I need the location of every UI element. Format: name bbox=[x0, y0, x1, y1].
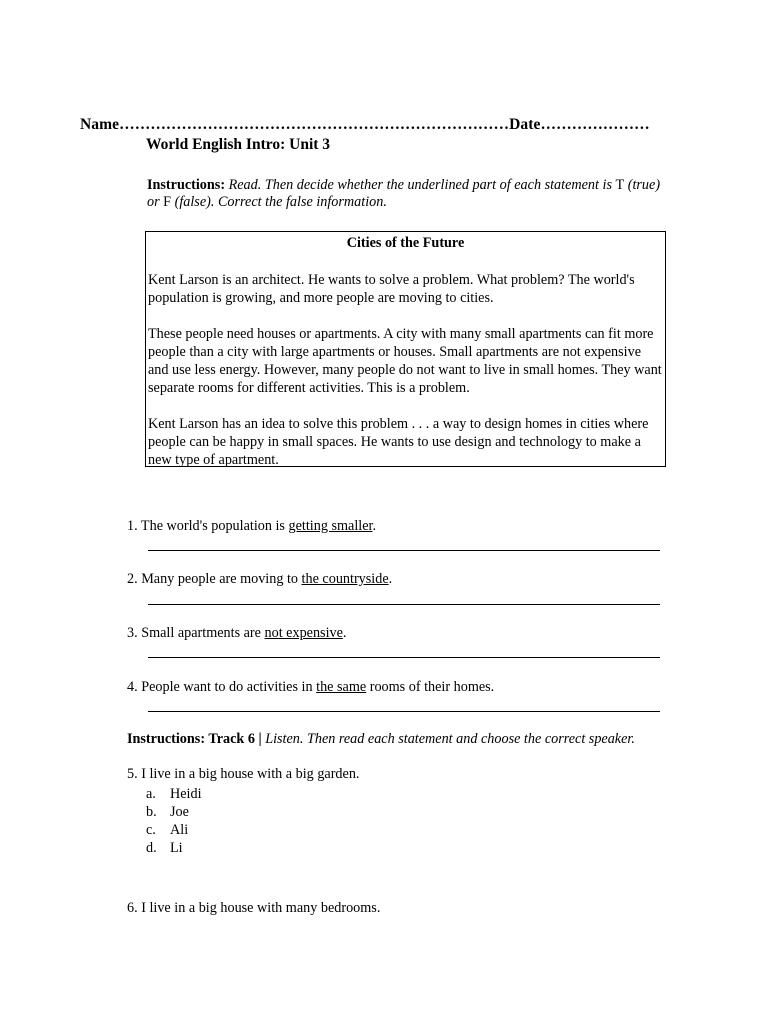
question-suffix: rooms of their homes. bbox=[366, 679, 495, 695]
name-date-line: Name…………………………………………………………………Date………………… bbox=[80, 116, 650, 133]
question-underlined: the countryside bbox=[301, 571, 389, 587]
question-2 bbox=[127, 571, 392, 588]
question-4 bbox=[127, 679, 494, 696]
option-label: Heidi bbox=[170, 786, 202, 802]
instructions-text-a: Read. Then decide whether the underlined part of each statement is bbox=[225, 177, 616, 193]
option-letter: b. bbox=[146, 804, 157, 820]
reading-paragraph: Kent Larson has an idea to solve this problem . . . a way to design homes in cities where people can be happy in small spaces. He wants to use design and technology to make a new type of apartment. bbox=[148, 416, 649, 468]
instructions-reading bbox=[147, 177, 667, 211]
instructions-text-b: (true) or bbox=[147, 177, 661, 210]
question-6: 6. I live in a big house with many bedrooms. bbox=[127, 900, 381, 916]
instructions-text-c: (false). Correct the false information. bbox=[171, 194, 387, 210]
question-suffix: . bbox=[372, 518, 376, 534]
option-label: Li bbox=[170, 840, 183, 856]
instructions-t: T bbox=[615, 177, 625, 193]
answer-line-1[interactable] bbox=[148, 550, 660, 551]
question-suffix: . bbox=[388, 571, 393, 587]
question-underlined: not expensive bbox=[264, 625, 343, 641]
option-letter: a. bbox=[146, 786, 156, 802]
question-text: 3. Small apartments are bbox=[127, 625, 265, 641]
reading-passage-box bbox=[145, 231, 666, 467]
question-text: 1. The world's population is bbox=[127, 518, 289, 534]
instructions-label: Instructions: bbox=[147, 177, 226, 193]
option-label: Ali bbox=[170, 822, 189, 838]
question-5-options bbox=[146, 785, 202, 857]
question-5: 5. I live in a big house with a big garden. bbox=[127, 766, 360, 782]
answer-line-2[interactable] bbox=[148, 604, 660, 605]
instructions-track-label: Instructions: Track 6 | bbox=[127, 731, 262, 747]
option-c[interactable] bbox=[146, 821, 202, 839]
option-d[interactable] bbox=[146, 839, 202, 857]
instructions-f: F bbox=[163, 194, 172, 210]
question-suffix: . bbox=[342, 625, 347, 641]
option-letter: d. bbox=[146, 840, 157, 856]
worksheet-title: World English Intro: Unit 3 bbox=[146, 136, 331, 153]
option-a[interactable] bbox=[146, 785, 202, 803]
option-b[interactable] bbox=[146, 803, 202, 821]
instructions-listening bbox=[127, 731, 635, 748]
question-underlined: the same bbox=[316, 679, 367, 695]
question-text: 4. People want to do activities in bbox=[127, 679, 317, 695]
reading-paragraph: These people need houses or apartments. A city with many small apartments can fit more people than a city with large apartments or houses. Small apartments are not expensive and use less energy. However, many people do not want to live in small homes. They want separate rooms for different activities. This is a problem. bbox=[148, 326, 662, 396]
question-1 bbox=[127, 518, 376, 535]
reading-title: Cities of the Future bbox=[346, 235, 465, 251]
question-text: 2. Many people are moving to bbox=[127, 571, 302, 587]
option-letter: c. bbox=[146, 822, 156, 838]
instructions-track-text: Listen. Then read each statement and choose the correct speaker. bbox=[261, 731, 635, 747]
option-label: Joe bbox=[170, 804, 189, 820]
answer-line-4[interactable] bbox=[148, 711, 660, 712]
reading-paragraph: Kent Larson is an architect. He wants to solve a problem. What problem? The world's population is growing, and more people are moving to cities. bbox=[148, 272, 635, 306]
question-3 bbox=[127, 625, 346, 642]
answer-line-3[interactable] bbox=[148, 657, 660, 658]
question-underlined: getting smaller bbox=[288, 518, 373, 534]
